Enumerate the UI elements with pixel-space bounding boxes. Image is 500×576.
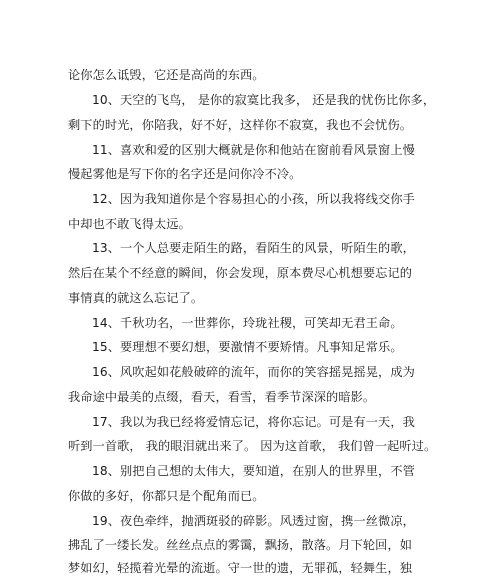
text-line: 听到一首歌， 我的眼泪就出来了。 因为这首歌， 我们曾一起听过。 bbox=[68, 439, 437, 453]
text-line: 19、夜色牵绊，抛洒斑驳的碎影。风透过窗，携一丝微凉， bbox=[92, 514, 415, 528]
text-line: 11、喜欢和爱的区别大概就是你和他站在窗前看风景窗上慢 bbox=[92, 143, 415, 157]
text-line: 剩下的时光，你陪我，好不好，这样你不寂寞，我也不会忧伤。 bbox=[68, 118, 413, 132]
text-line: 16、风吹起如花般破碎的流年，而你的笑容摇晃摇晃，成为 bbox=[92, 365, 415, 379]
text-line: 18、别把自己想的太伟大，要知道，在别人的世界里，不管 bbox=[92, 464, 415, 478]
text-line: 15、要理想不要幻想，要激情不要矫情。凡事知足常乐。 bbox=[92, 340, 403, 354]
text-line: 13、一个人总要走陌生的路，看陌生的风景，听陌生的歌， bbox=[92, 241, 415, 255]
text-line: 你做的多好，你都只是个配角而已。 bbox=[68, 489, 265, 503]
text-line: 14、千秋功名，一世葬你，玲珑社稷，可笑却无君王命。 bbox=[92, 316, 403, 330]
text-line: 我命途中最美的点缀，看天，看雪，看季节深深的暗影。 bbox=[68, 390, 376, 404]
text-line: 事情真的就这么忘记了。 bbox=[68, 291, 204, 305]
text-line: 17、我以为我已经将爱情忘记，将你忘记。可是有一天，我 bbox=[92, 415, 415, 429]
text-line: 然后在某个不经意的瞬间，你会发现，原本费尽心机想要忘记的 bbox=[68, 266, 413, 280]
text-line: 慢起雾他是写下你的名字还是问你冷不冷。 bbox=[68, 167, 302, 181]
text-line: 中却也不敢飞得太远。 bbox=[68, 217, 191, 231]
text-line: 12、因为我知道你是个容易担心的小孩，所以我将线交你手 bbox=[92, 192, 415, 206]
text-line: 论你怎么诋毁，它还是高尚的东西。 bbox=[68, 68, 265, 82]
text-line: 梦如幻，轻揽着光晕的流逝。守一世的遗，无罪孤，轻舞生，独 bbox=[68, 561, 413, 575]
text-line: 拂乱了一缕长发。丝丝点点的雾霭，飘扬，散落。月下轮回，如 bbox=[68, 538, 413, 552]
text-line: 10、天空的飞鸟， 是你的寂寞比我多， 还是我的忧伤比你多， bbox=[92, 93, 436, 107]
